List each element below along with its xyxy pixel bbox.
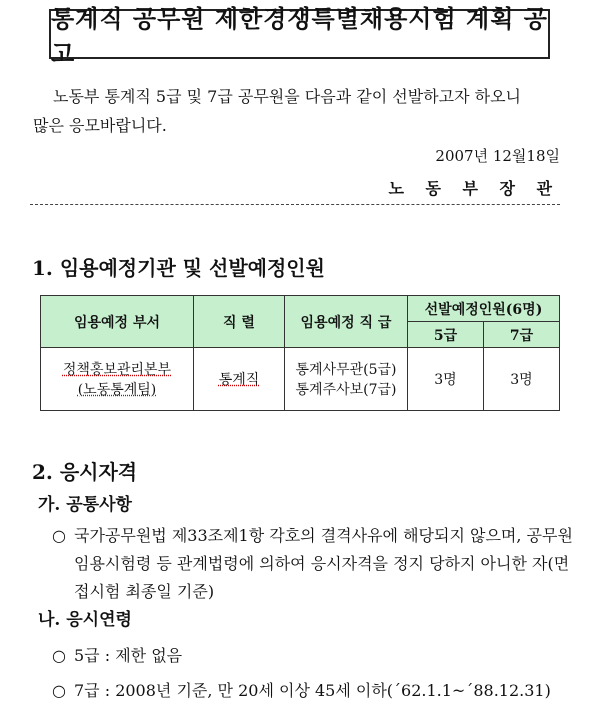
divider (30, 204, 560, 205)
list-item-text: 5급 : 제한 없음 (74, 646, 183, 665)
list-item-text: 국가공무원법 제33조제1항 각호의 결격사유에 해당되지 않으며, 공무원 임용시험령 등 관계법령에 의하여 응시자격을 정지 당하지 아니한 자(면접시험 최종일 기준) (74, 526, 573, 601)
subsection-b-heading: 나. 응시연령 (38, 610, 132, 630)
list-item-text: 7급 : 2008년 기준, 만 20세 이상 45세 이하(´62.1.1~´88.12.31) (74, 681, 551, 700)
bullet-mark: ○ (52, 646, 66, 665)
cell-position (194, 348, 285, 411)
notice-title-text: 통계직 공무원 제한경쟁특별채용시험 계획 공고 (51, 4, 548, 68)
cell-dept (41, 348, 194, 411)
section-1-heading: 1. 임용예정기관 및 선발예정인원 (32, 256, 325, 280)
cell-count-5: 3명 (408, 348, 484, 411)
section-2-heading: 2. 응시자격 (32, 460, 138, 484)
header-grade-7: 7급 (483, 322, 559, 348)
cell-grade-line-2: 통계주사보(7급) (295, 382, 397, 398)
intro-line-1: 노동부 통계직 5급 및 7급 공무원을 다음과 같이 선발하고자 하오니 (53, 87, 521, 106)
notice-signer: 노 동 부 장 관 (388, 179, 560, 198)
header-position: 직 렬 (194, 296, 285, 348)
header-dept: 임용예정 부서 (41, 296, 194, 348)
table-row (41, 348, 560, 411)
header-recruit: 선발예정인원(6명) (408, 296, 560, 322)
list-item (52, 642, 577, 670)
header-grade-5: 5급 (408, 322, 484, 348)
cell-count-7: 3명 (483, 348, 559, 411)
bullet-mark: ○ (52, 681, 66, 700)
notice-date: 2007년 12월18일 (435, 147, 560, 165)
subsection-a-heading: 가. 공통사항 (38, 495, 132, 515)
recruitment-table (40, 295, 560, 411)
list-item (52, 677, 577, 705)
cell-position-text: 통계직 (218, 372, 260, 388)
intro-paragraph (33, 82, 573, 140)
cell-grade-line-1: 통계사무관(5급) (295, 362, 397, 378)
bullet-mark: ○ (52, 526, 66, 545)
header-grade: 임용예정 직 급 (285, 296, 408, 348)
cell-dept-line-1: 정책홍보관리본부 (62, 362, 172, 378)
list-item (52, 522, 577, 606)
cell-dept-line-2: (노동통계팀) (77, 382, 157, 398)
notice-title (49, 4, 550, 68)
intro-line-2: 많은 응모바랍니다. (33, 116, 167, 135)
cell-grade (285, 348, 408, 411)
